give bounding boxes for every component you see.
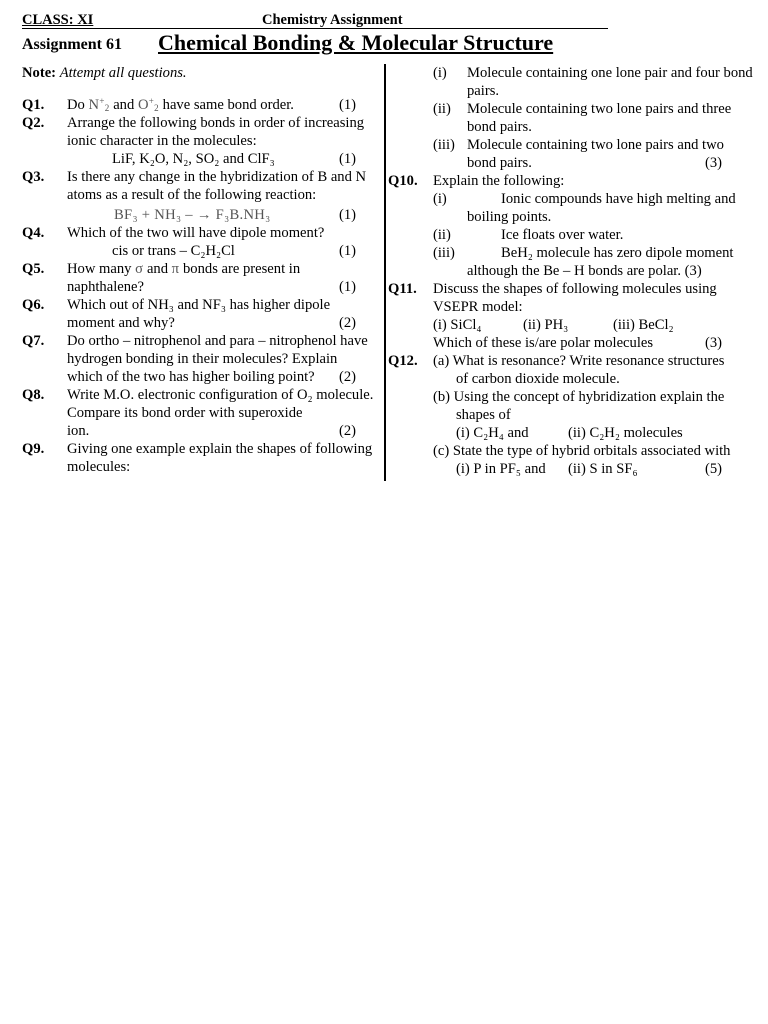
question-text: Discuss the shapes of following molecules using VSEPR model:: [433, 281, 717, 315]
o2-ion: $O^+_2$: [137, 96, 159, 113]
question-number: Q8.: [22, 387, 45, 403]
part-b: (b) Using the concept of hybridization explain the: [433, 389, 725, 405]
question-options: cis or trans – C₂H₂Cl (1): [112, 243, 356, 259]
question-number: Q1.: [22, 97, 45, 113]
class-label: CLASS: XI: [22, 12, 94, 28]
marks: (5): [704, 461, 722, 477]
question-list: LiF, K₂O, N₂, SO₂ and ClF₃ (1): [112, 151, 356, 167]
question-text-2: ion. (2): [67, 423, 356, 439]
question-text: Arrange the following bonds in order of increasing ionic character in the molecules:: [67, 115, 365, 149]
list-item: (iii) Molecule containing two lone pairs and two bond pairs. (3): [433, 137, 724, 171]
question-number: Q7.: [22, 333, 45, 349]
list-item: (ii) Molecule containing two lone pairs and three bond pairs.: [433, 101, 732, 135]
marks: (3): [704, 335, 722, 351]
question-number: Q5.: [22, 261, 45, 277]
question-text-2: moment and why? (2): [67, 315, 356, 331]
part-b-2: shapes of: [456, 407, 511, 423]
question-text: Write M.O. electronic configuration of O₂ molecule. Compare its bond order with superoxide: [67, 387, 374, 421]
part-b-3: (i) C₂H₄ and (ii) C₂H₂ molecules: [456, 425, 683, 441]
n2-ion: $N^+_2$: [88, 96, 110, 113]
question-text: Giving one example explain the shapes of following molecules:: [67, 441, 373, 475]
sigma-symbol: σ: [135, 261, 144, 277]
list-item: (i) Ionic compounds have high melting and boiling points.: [433, 191, 736, 225]
question-text: Is there any change in the hybridization of B and N atoms as a result of the following reaction:: [67, 169, 367, 203]
question-number: Q9.: [22, 441, 45, 457]
question-2: [22, 114, 378, 168]
molecule-options: (i) SiCl₄ (ii) PH₃ (iii) BeCl₂: [433, 317, 674, 333]
question-11: [388, 280, 754, 352]
marks: (1): [338, 97, 356, 113]
pi-symbol: π: [171, 261, 180, 277]
part-a: (a) What is resonance? Write resonance structures: [433, 353, 725, 369]
question-text-2: which of the two has higher boiling point? (2): [67, 369, 356, 385]
marks: (2): [338, 315, 356, 331]
question-text-2: naphthalene? (1): [67, 279, 356, 295]
assignment-number: Assignment 61: [22, 36, 123, 53]
q1-pre: Do: [67, 97, 85, 113]
page-title: Chemical Bonding & Molecular Structure: [158, 30, 554, 55]
question-number: Q12.: [388, 353, 418, 369]
q9-items: [388, 64, 754, 172]
question-3: [22, 168, 378, 224]
question-6: [22, 296, 378, 332]
question-number: Q6.: [22, 297, 45, 313]
header-bar: [22, 11, 608, 29]
question-number: Q4.: [22, 225, 45, 241]
list-item: (iii) BeH₂ molecule has zero dipole moment although the Be – H bonds are polar. (3): [433, 245, 734, 279]
reaction-equation: BF₃ + NH₃ – → F₃B.NH₃ (1): [114, 207, 356, 223]
note: [22, 64, 378, 82]
marks: (1): [338, 243, 356, 259]
question-number: Q3.: [22, 169, 45, 185]
part-c: (c) State the type of hybrid orbitals associated with: [433, 443, 731, 459]
question-text: Which out of NH₃ and NF₃ has higher dipole: [67, 297, 331, 313]
marks: (2): [338, 369, 356, 385]
question-text: Do ortho – nitrophenol and para – nitrophenol have hydrogen bonding in their molecules? Explain: [67, 333, 368, 367]
question-text: Explain the following:: [433, 173, 565, 189]
part-c-2: (i) P in PF₅ and (ii) S in SF₆ (5): [456, 461, 722, 477]
note-label: Note:: [22, 65, 57, 81]
right-column: [388, 64, 754, 478]
question-7: [22, 332, 378, 386]
marks: (1): [338, 151, 356, 167]
question-9: [22, 440, 378, 476]
question-number: Q2.: [22, 115, 45, 131]
subject-label: Chemistry Assignment: [262, 12, 403, 28]
marks: (3): [704, 155, 722, 171]
marks: (1): [338, 279, 356, 295]
question-5: [22, 260, 378, 296]
question-text: Which of the two will have dipole moment?: [67, 225, 325, 241]
left-column: [22, 64, 378, 476]
question-text-2: Which of these is/are polar molecules (3): [433, 335, 722, 351]
question-10: [388, 172, 754, 280]
question-number: Q10.: [388, 173, 418, 189]
question-number: Q11.: [388, 281, 417, 297]
column-divider: [384, 64, 386, 481]
question-8: [22, 386, 378, 440]
list-item: (ii) Ice floats over water.: [433, 227, 624, 243]
question-text: How many σ and π bonds are present in: [67, 261, 301, 277]
question-12: [388, 352, 754, 478]
question-4: [22, 224, 378, 260]
question-1: [22, 96, 378, 114]
note-text: Attempt all questions.: [59, 65, 187, 81]
list-item: (i) Molecule containing one lone pair and four bond pairs.: [433, 65, 753, 99]
marks: (2): [338, 423, 356, 439]
marks: (3): [684, 263, 702, 279]
q1-post: have same bond order.: [162, 97, 294, 113]
marks: (1): [338, 207, 356, 223]
q1-mid: and: [113, 97, 135, 113]
part-a-2: of carbon dioxide molecule.: [456, 371, 620, 387]
